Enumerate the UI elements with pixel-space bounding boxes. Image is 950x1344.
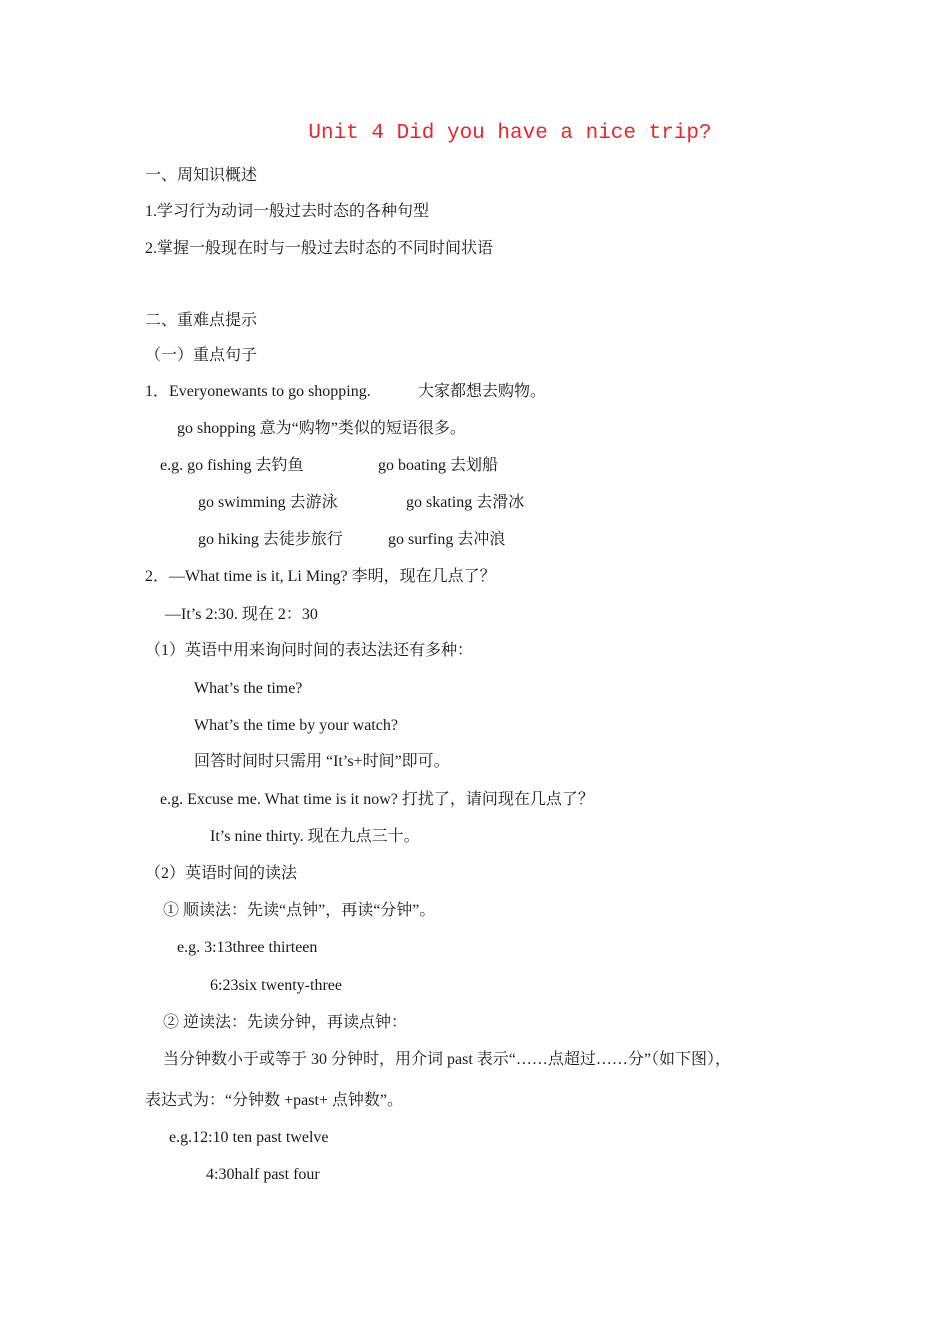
method-1-example-2: 6:23six twenty-three (210, 977, 342, 994)
point-1-question-2: What’s the time by your watch? (194, 717, 398, 734)
section-heading-key-points: 二、重难点提示 (145, 312, 258, 329)
example-go-boating: go boating 去划船 (378, 457, 498, 474)
point-1-example-answer: It’s nine thirty. 现在九点三十。 (210, 828, 420, 845)
method-2-reverse-reading: ② 逆读法：先读分钟，再读点钟： (163, 1014, 408, 1031)
sentence-2-answer: —It’s 2:30. 现在 2：30 (165, 606, 318, 623)
example-go-fishing: e.g. go fishing 去钓鱼 (160, 457, 304, 474)
sentence-1-chinese: 大家都想去购物。 (418, 383, 547, 400)
example-go-skating: go skating 去滑冰 (406, 494, 525, 511)
sentence-2-question: 2．—What time is it, Li Ming? 李明，现在几点了？ (145, 568, 496, 585)
sentence-1-english: 1．Everyonewants to go shopping. (145, 383, 371, 400)
section-heading-overview: 一、周知识概述 (145, 167, 258, 184)
method-2-example-2: 4:30half past four (206, 1166, 320, 1183)
method-1-example-1: e.g. 3:13three thirteen (177, 939, 318, 956)
overview-item-1: 1.学习行为动词一般过去时态的各种句型 (145, 203, 430, 220)
page-title: Unit 4 Did you have a nice trip? (308, 122, 712, 145)
example-go-swimming: go swimming 去游泳 (198, 494, 338, 511)
method-2-example-1: e.g.12:10 ten past twelve (169, 1129, 329, 1146)
example-go-hiking: go hiking 去徒步旅行 (198, 531, 343, 548)
point-1-question-1: What’s the time? (194, 680, 303, 697)
point-1-heading: （1）英语中用来询问时间的表达法还有多种： (145, 642, 474, 659)
method-1-direct-reading: ① 顺读法：先读“点钟”，再读“分钟”。 (163, 902, 436, 919)
point-1-example-question: e.g. Excuse me. What time is it now? 打扰了，请问现在几点了？ (160, 791, 594, 808)
subsection-heading-key-sentences: （一）重点句子 (145, 347, 258, 364)
overview-item-2: 2.掌握一般现在时与一般过去时态的不同时间状语 (145, 240, 494, 257)
point-1-answer-rule: 回答时间时只需用 “It’s+时间”即可。 (194, 753, 450, 770)
method-2-description-1: 当分钟数小于或等于 30 分钟时，用介词 past 表示“……点超过……分”（如下图）， (163, 1051, 731, 1068)
example-go-surfing: go surfing 去冲浪 (388, 531, 506, 548)
point-2-heading: （2）英语时间的读法 (145, 865, 298, 882)
method-2-description-2: 表达式为：“分钟数 +past+ 点钟数”。 (145, 1092, 404, 1109)
sentence-1-note: go shopping 意为“购物”类似的短语很多。 (177, 420, 466, 437)
